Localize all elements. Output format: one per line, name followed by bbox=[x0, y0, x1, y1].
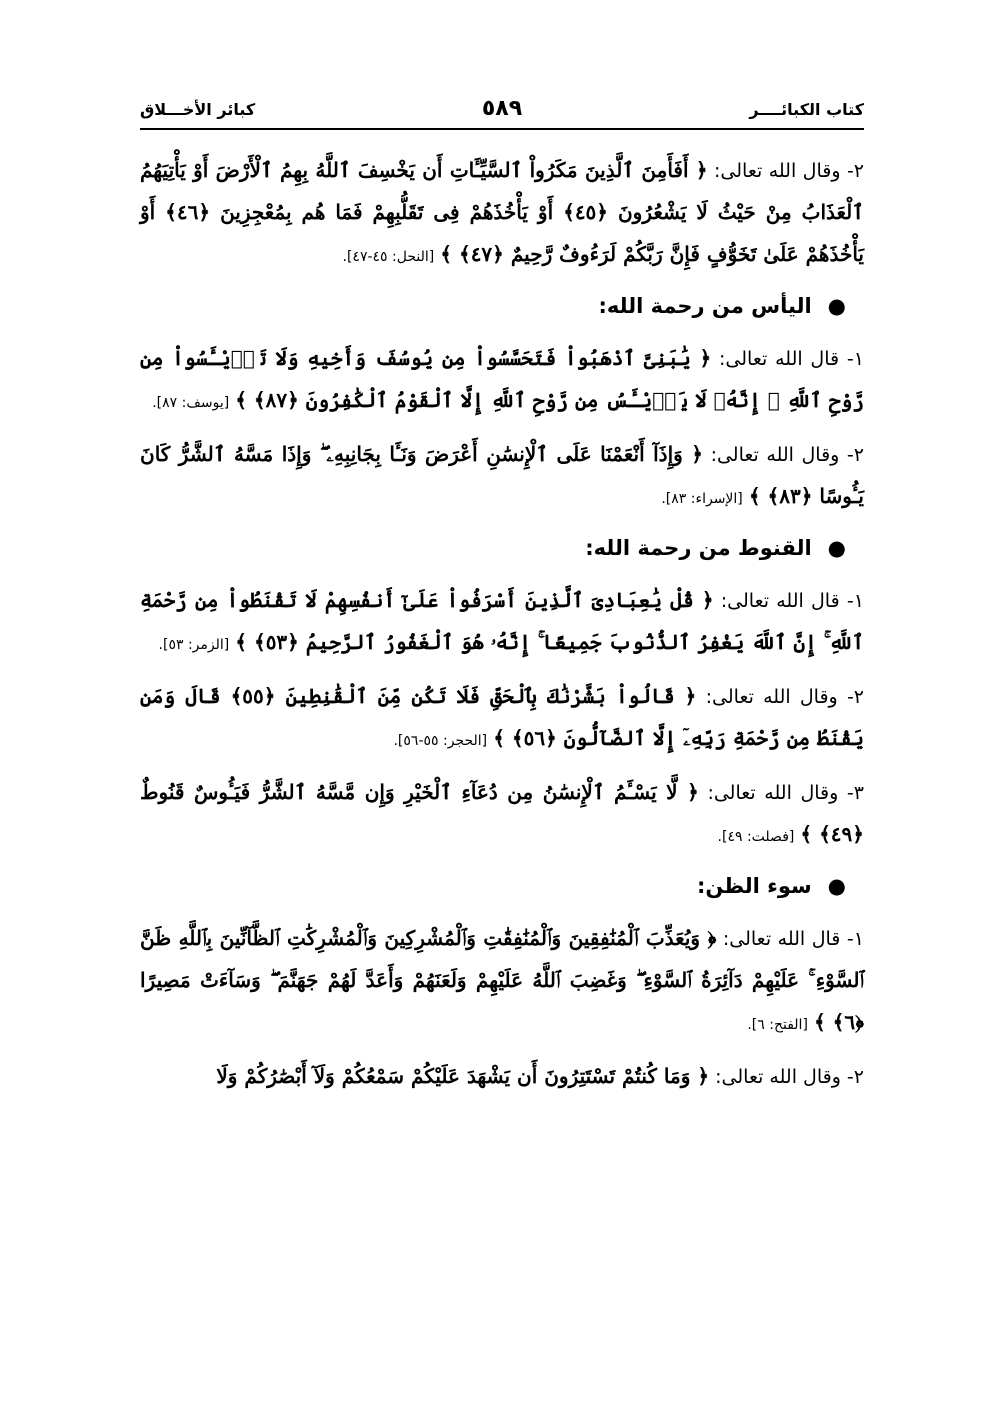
entry-number: ١- bbox=[846, 928, 864, 950]
entry-intro: قال الله تعالى: bbox=[722, 928, 841, 950]
verse-reference: [الحجر: ٥٥-٥٦]. bbox=[393, 733, 488, 749]
section-title: القنوط من رحمة الله: bbox=[585, 536, 812, 560]
entry-number: ٣- bbox=[846, 782, 864, 804]
entry-intro: وقال الله تعالى: bbox=[707, 782, 839, 804]
verse-reference: [فصلت: ٤٩]. bbox=[717, 829, 795, 845]
verse-reference: [الإسراء: ٨٣]. bbox=[661, 491, 743, 507]
verse-entry bbox=[140, 772, 864, 858]
quran-verse: ﴿ وَيُعَذِّبَ ٱلْمُنَٰفِقِينَ وَٱلْمُنَٰفِقَٰتِ وَٱلْمُشْرِكِينَ وَٱلْمُشْرِكَٰتِ ٱلظَّآنِّينَ بِٱللَّهِ ظَنَّ ٱلسَّوْءِ ۚ عَلَيْهِمْ دَآئِرَةُ ٱلسَّوْءِ ۖ وَغَضِبَ ٱللَّهُ عَلَيْهِمْ وَلَعَنَهُمْ وَأَعَدَّ لَهُمْ جَهَنَّمَ ۖ وَسَآءَتْ مَصِيرًا ﴿٦﴾ ﴾ bbox=[140, 926, 864, 1034]
header-divider bbox=[140, 128, 864, 130]
verse-entry bbox=[140, 338, 864, 424]
entry-intro: وقال الله تعالى: bbox=[710, 444, 840, 466]
verse-reference: [الزمر: ٥٣]. bbox=[158, 637, 230, 653]
verse-entry bbox=[140, 434, 864, 520]
entry-intro: وقال الله تعالى: bbox=[715, 1066, 841, 1088]
entry-number: ٢- bbox=[846, 160, 865, 182]
page-header bbox=[140, 96, 864, 130]
verse-entry bbox=[140, 918, 864, 1046]
entry-intro: وقال الله تعالى: bbox=[714, 160, 841, 182]
entry-number: ١- bbox=[846, 348, 864, 370]
quran-verse: ﴿ يَٰبَنِىَّ ٱذْهَبُواْ فَتَحَسَّسُواْ مِن يُوسُفَ وَأَخِيهِ وَلَا تَا۟يْـَٔسُواْ مِن رَّوْحِ ٱللَّهِ ۖ إِنَّهُۥ لَا يَا۟يْـَٔسُ مِن رَّوْحِ ٱللَّهِ إِلَّا ٱلْقَوْمُ ٱلْكَٰفِرُونَ ﴿٨٧﴾ ﴾ bbox=[140, 346, 864, 412]
section-title: سوء الظن: bbox=[696, 874, 812, 898]
verse-reference: [الفتح: ٦]. bbox=[747, 1017, 808, 1033]
bullet-icon: ● bbox=[827, 536, 846, 560]
entry-number: ٢- bbox=[846, 444, 864, 466]
section-heading bbox=[140, 868, 864, 904]
entry-intro: قال الله تعالى: bbox=[720, 590, 840, 612]
quran-verse: ﴿ وَمَا كُنتُمْ تَسْتَتِرُونَ أَن يَشْهَدَ عَلَيْكُمْ سَمْعُكُمْ وَلَآ أَبْصَٰرُكُمْ وَلَا bbox=[216, 1064, 710, 1088]
verse-entry bbox=[140, 1056, 864, 1098]
verse-entry bbox=[140, 580, 864, 666]
quran-verse: ﴿ لَّا يَسْـَٔمُ ٱلْإِنسَٰنُ مِن دُعَآءِ ٱلْخَيْرِ وَإِن مَّسَّهُ ٱلشَّرُّ فَيَـُٔوسٌ قَنُوطٌ ﴿٤٩﴾ ﴾ bbox=[140, 780, 864, 846]
entry-number: ٢- bbox=[846, 1066, 864, 1088]
quran-verse: ﴿ أَفَأَمِنَ ٱلَّذِينَ مَكَرُواْ ٱلسَّيِّـَٔاتِ أَن يَخْسِفَ ٱللَّهُ بِهِمُ ٱلْأَرْضَ أَوْ يَأْتِيَهُمُ ٱلْعَذَابُ مِنْ حَيْثُ لَا يَشْعُرُونَ ﴿٤٥﴾ أَوْ يَأْخُذَهُمْ فِى تَقَلُّبِهِمْ فَمَا هُم بِمُعْجِزِينَ ﴿٤٦﴾ أَوْ يَأْخُذَهُمْ عَلَىٰ تَخَوُّفٍ فَإِنَّ رَبَّكُمْ لَرَءُوفٌ رَّحِيمٌ ﴿٤٧﴾ ﴾ bbox=[140, 158, 864, 266]
verse-reference: [يوسف: ٨٧]. bbox=[152, 395, 230, 411]
section-heading bbox=[140, 530, 864, 566]
quran-verse: ﴿ قَالُواْ بَشَّرْنَٰكَ بِٱلْحَقِّ فَلَا تَكُن مِّنَ ٱلْقَٰنِطِينَ ﴿٥٥﴾ قَالَ وَمَن يَقْنَطُ مِن رَّحْمَةِ رَبِّهِۦٓ إِلَّا ٱلضَّآلُّونَ ﴿٥٦﴾ ﴾ bbox=[140, 684, 864, 750]
chapter-title: كبائر الأخـــلاق bbox=[140, 100, 256, 119]
bullet-icon: ● bbox=[827, 874, 846, 898]
verse-entry bbox=[140, 676, 864, 762]
entry-intro: قال الله تعالى: bbox=[719, 348, 840, 370]
page-body bbox=[140, 150, 864, 1108]
section-heading bbox=[140, 288, 864, 324]
entry-number: ١- bbox=[846, 590, 864, 612]
quran-verse: ﴿ قُلْ يَٰعِبَادِىَ ٱلَّذِينَ أَسْرَفُواْ عَلَىٰٓ أَنفُسِهِمْ لَا تَقْنَطُواْ مِن رَّحْمَةِ ٱللَّهِ ۚ إِنَّ ٱللَّهَ يَغْفِرُ ٱلذُّنُوبَ جَمِيعًا ۚ إِنَّهُۥ هُوَ ٱلْغَفُورُ ٱلرَّحِيمُ ﴿٥٣﴾ ﴾ bbox=[140, 588, 864, 654]
entry-number: ٢- bbox=[846, 686, 865, 708]
book-title: كتاب الكبائــــر bbox=[749, 100, 864, 119]
section-title: اليأس من رحمة الله: bbox=[598, 294, 812, 318]
bullet-icon: ● bbox=[827, 294, 846, 318]
page-number: ٥٨٩ bbox=[481, 96, 523, 121]
verse-reference: [النحل: ٤٥-٤٧]. bbox=[342, 249, 435, 265]
verse-entry bbox=[140, 150, 864, 278]
quran-verse: ﴿ وَإِذَآ أَنْعَمْنَا عَلَى ٱلْإِنسَٰنِ أَعْرَضَ وَنَـَٔا بِجَانِبِهِۦ ۖ وَإِذَا مَسَّهُ ٱلشَّرُّ كَانَ يَـُٔوسًا ﴿٨٣﴾ ﴾ bbox=[140, 442, 864, 508]
entry-intro: وقال الله تعالى: bbox=[705, 686, 838, 708]
